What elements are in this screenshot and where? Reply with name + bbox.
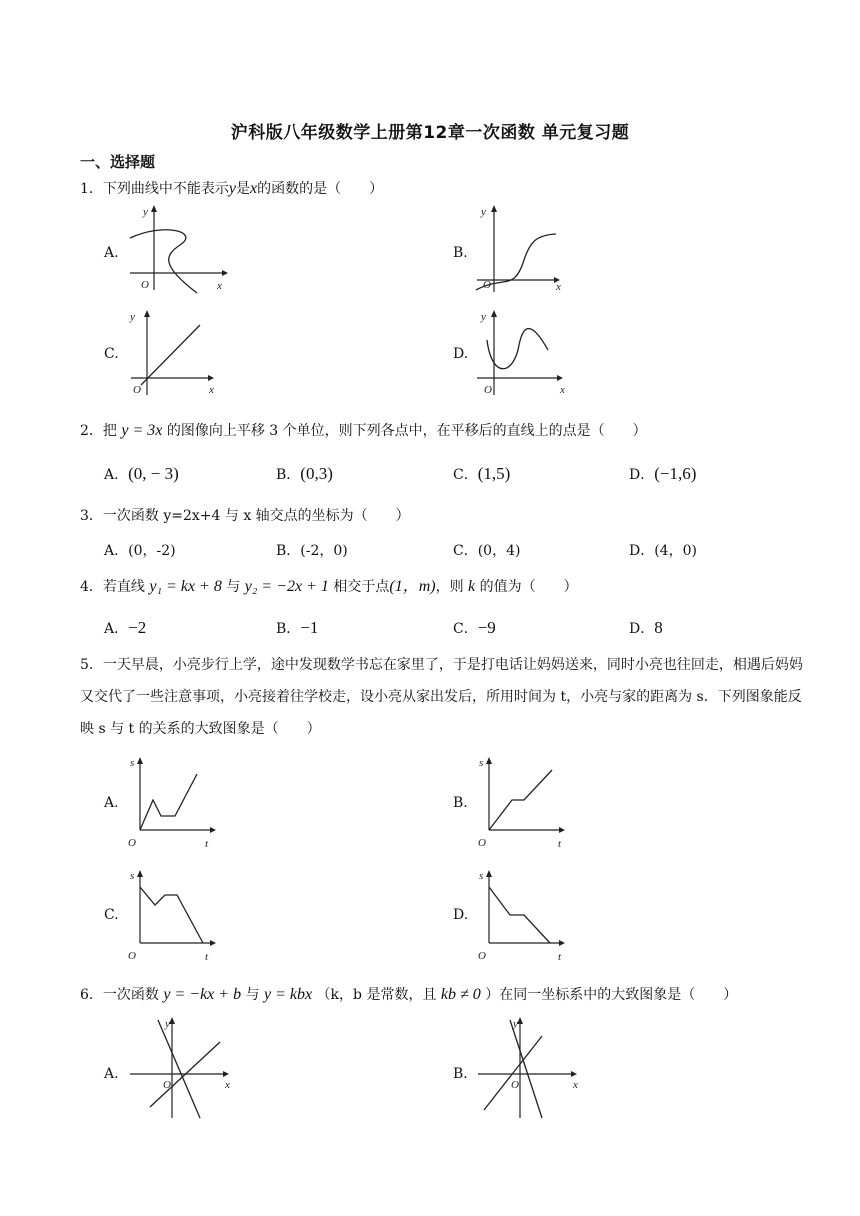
question-3: 3．一次函数 y=2x+4 与 x 轴交点的坐标为（ ） [80,508,410,524]
q6-graph-b [476,1012,596,1122]
svg-text:O: O [141,279,149,291]
q4-option-d[interactable]: D．8 [629,618,663,637]
question-1: 1．下列曲线中不能表示y是x的函数的是（ ） [80,180,384,197]
svg-text:s: s [479,870,484,882]
section-heading: 一、选择题 [80,153,156,171]
q4-option-b[interactable]: B．−1 [276,618,319,637]
page-title: 沪科版八年级数学上册第12章一次函数 单元复习题 [230,123,630,143]
q5-option-c-label[interactable]: C. [104,907,119,923]
q5-option-d-label[interactable]: D. [453,907,469,923]
svg-text:t: t [558,951,562,963]
svg-text:x: x [573,1079,578,1091]
q5-graph-a [125,752,235,852]
q1-option-a-label[interactable]: A. [104,245,119,261]
q6-option-b-label[interactable]: B. [453,1066,468,1082]
svg-text:O: O [128,837,136,849]
svg-text:s: s [479,757,484,769]
q6-option-a-label[interactable]: A. [104,1066,119,1082]
svg-text:O: O [483,279,491,291]
q3-option-a[interactable]: A．(0，-2) [104,543,176,559]
q1-graph-c [125,305,235,400]
svg-text:x: x [217,280,222,292]
q2-option-a[interactable]: A．(0, − 3) [104,464,179,483]
svg-text:t: t [558,838,562,850]
q2-option-b[interactable]: B．(0,3) [276,464,333,483]
q3-option-b[interactable]: B．(-2，0) [276,543,348,559]
svg-text:s: s [130,870,135,882]
svg-text:O: O [163,1079,171,1091]
svg-text:O: O [511,1079,519,1091]
svg-text:t: t [205,951,209,963]
q5-option-b-label[interactable]: B. [453,795,468,811]
q3-option-c[interactable]: C．(0，4) [453,543,521,559]
svg-text:y: y [130,311,135,323]
question-2: 2．把 y = 3x 的图像向上平移 3 个单位，则下列各点中，在平移后的直线上的点是（ ） [80,422,647,439]
svg-text:y: y [481,311,486,323]
q4-option-a[interactable]: A．−2 [104,618,147,637]
q2-option-d[interactable]: D．(−1,6) [629,464,697,483]
q5-graph-c [125,865,235,965]
svg-text:y: y [481,206,486,218]
q4-option-c[interactable]: C．−9 [453,618,496,637]
svg-text:x: x [225,1079,230,1091]
svg-text:x: x [209,384,214,396]
svg-text:x: x [560,384,565,396]
question-6: 6．一次函数 y = −kx + b 与 y = kbx （k，b 是常数，且 kb ≠ 0 ）在同一坐标系中的大致图象是（ ） [80,986,738,1003]
q3-option-d[interactable]: D．(4，0) [629,543,697,559]
svg-text:O: O [484,384,492,396]
svg-text:y: y [513,1018,518,1030]
q5-graph-d [474,865,584,965]
svg-text:O: O [478,950,486,962]
q5-graph-b [474,752,584,852]
svg-text:x: x [556,281,561,293]
q1-graph-d [474,305,584,400]
q6-graph-a [128,1012,248,1122]
svg-text:O: O [133,384,141,396]
q1-graph-b [474,200,584,295]
svg-text:s: s [130,757,135,769]
question-4: 4．若直线 y₁ = kx + 8 与 y₂ = −2x + 1 相交于点(1，m)，则 k 的值为（ ） [80,578,578,595]
svg-text:O: O [478,837,486,849]
q1-option-b-label[interactable]: B. [453,245,468,261]
q1-option-d-label[interactable]: D. [453,346,469,362]
q1-graph-a [125,200,235,295]
svg-text:O: O [128,950,136,962]
question-5: 5．一天早晨，小亮步行上学，途中发现数学书忘在家里了，于是打电话让妈妈送来，同时小亮也往回走，相遇后妈妈又交代了一些注意事项，小亮接着往学校走，设小亮从家出发后，所用时间为 t，小亮与家的距离为 s．下列图象能反映 s 与 t 的关系的大致图象是（ ） [80,657,803,737]
svg-text:y: y [143,206,148,218]
svg-text:t: t [205,838,209,850]
q5-option-a-label[interactable]: A. [104,795,119,811]
q2-option-c[interactable]: C．(1,5) [453,464,511,483]
q1-option-c-label[interactable]: C. [104,346,119,362]
svg-text:y: y [165,1018,170,1030]
